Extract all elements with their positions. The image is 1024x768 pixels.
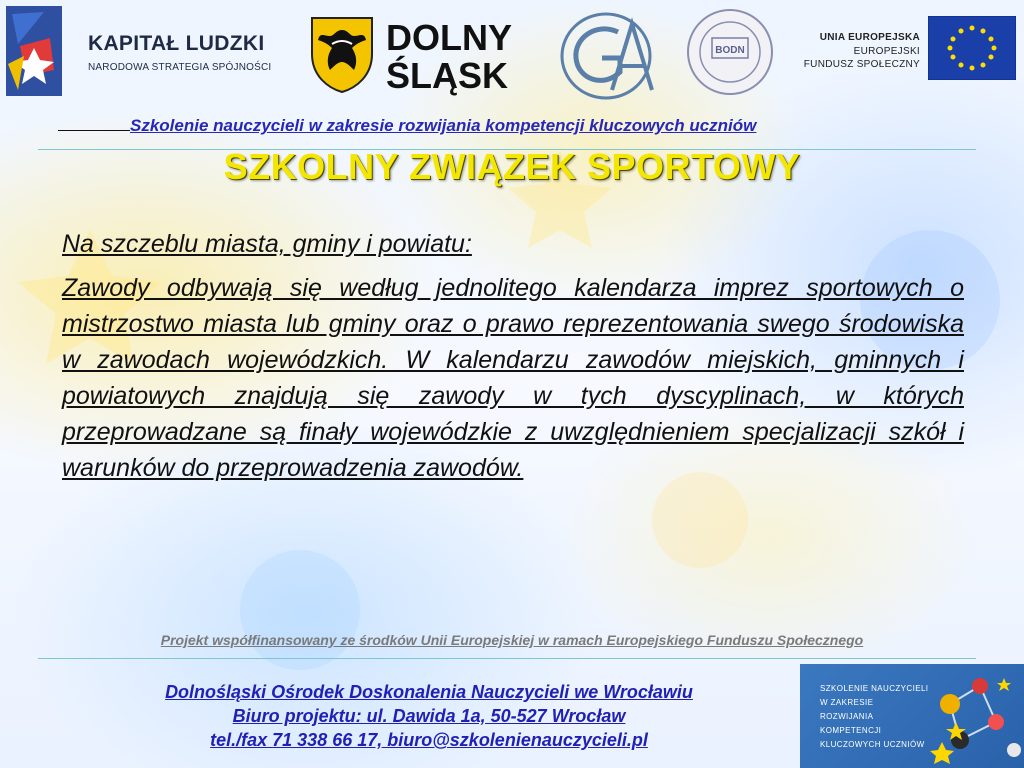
bodn-seal-icon bbox=[684, 6, 776, 98]
logo-strip bbox=[0, 0, 1024, 110]
contact-block bbox=[84, 680, 774, 752]
subtitle-row bbox=[58, 116, 970, 136]
subtitle-lead-line bbox=[58, 116, 130, 131]
dolny-slask-logo bbox=[308, 14, 533, 94]
contact-address: Biuro projektu: ul. Dawida 1a, 50-527 Wrocław bbox=[232, 706, 626, 726]
dolny-slask-line1: DOLNY bbox=[386, 17, 512, 58]
promo-line5: KLUCZOWYCH UCZNIÓW bbox=[820, 740, 925, 749]
eu-flag-icon bbox=[928, 16, 1016, 80]
body-text bbox=[62, 226, 964, 486]
ue-line2: EUROPEJSKI bbox=[853, 46, 920, 57]
slide-title: SZKOLNY ZWIĄZEK SPORTOWY bbox=[223, 146, 801, 187]
ga-monogram-icon bbox=[556, 10, 660, 100]
promo-line2: W ZAKRESIE bbox=[820, 698, 874, 707]
bodn-logo bbox=[684, 6, 776, 98]
ue-line3: FUNDUSZ SPOŁECZNY bbox=[803, 59, 920, 70]
ue-line1: UNIA EUROPEJSKA bbox=[819, 32, 920, 43]
promo-line1: SZKOLENIE NAUCZYCIELI bbox=[820, 684, 929, 693]
contact-institution: Dolnośląski Ośrodek Doskonalenia Nauczycieli we Wrocławiu bbox=[165, 682, 693, 702]
footer-divider bbox=[38, 658, 976, 659]
kapital-ludzki-icon bbox=[4, 4, 84, 100]
funding-note: Projekt współfinansowany ze środków Unii Europejskiej w ramach Europejskiego Funduszu Społecznego bbox=[160, 632, 864, 648]
promo-line3: ROZWIJANIA bbox=[820, 712, 874, 721]
contact-phone-email: tel./fax 71 338 66 17, biuro@szkolenienauczycieli.pl bbox=[210, 730, 648, 750]
dolny-slask-line2: ŚLĄSK bbox=[386, 55, 509, 96]
molecule-stars-icon bbox=[800, 664, 1024, 768]
kapital-ludzki-subtitle: NARODOWA STRATEGIA SPÓJNOŚCI bbox=[88, 62, 272, 73]
eagle-crest-icon bbox=[308, 14, 378, 94]
kapital-ludzki-title: KAPITAŁ LUDZKI bbox=[88, 32, 265, 55]
ue-efs-logo bbox=[800, 16, 1016, 84]
bodn-label: BODN bbox=[715, 45, 745, 56]
slide-subtitle: Szkolenie nauczycieli w zakresie rozwijania kompetencji kluczowych uczniów bbox=[130, 116, 757, 135]
kapital-ludzki-logo bbox=[4, 4, 294, 100]
promo-line4: KOMPETENCJI bbox=[820, 726, 882, 735]
ga-monogram-logo bbox=[556, 10, 660, 100]
project-promo-logo bbox=[800, 664, 1024, 768]
body-paragraph: Zawody odbywają się według jednolitego kalendarza imprez sportowych o mistrzostwo miasta lub gminy oraz o prawo reprezentowania swego środowiska w zawodach wojewódzkich. W kalendarzu zawodów miejskich, gminnych i powiatowych znajdują się zawody w tych dyscyplinach, w których przeprowadzane są finały wojewódzkie z uwzględnieniem specjalizacji szkół i warunków do przeprowadzenia zawodów. bbox=[62, 274, 964, 482]
body-lead: Na szczeblu miasta, gminy i powiatu: bbox=[62, 230, 472, 258]
